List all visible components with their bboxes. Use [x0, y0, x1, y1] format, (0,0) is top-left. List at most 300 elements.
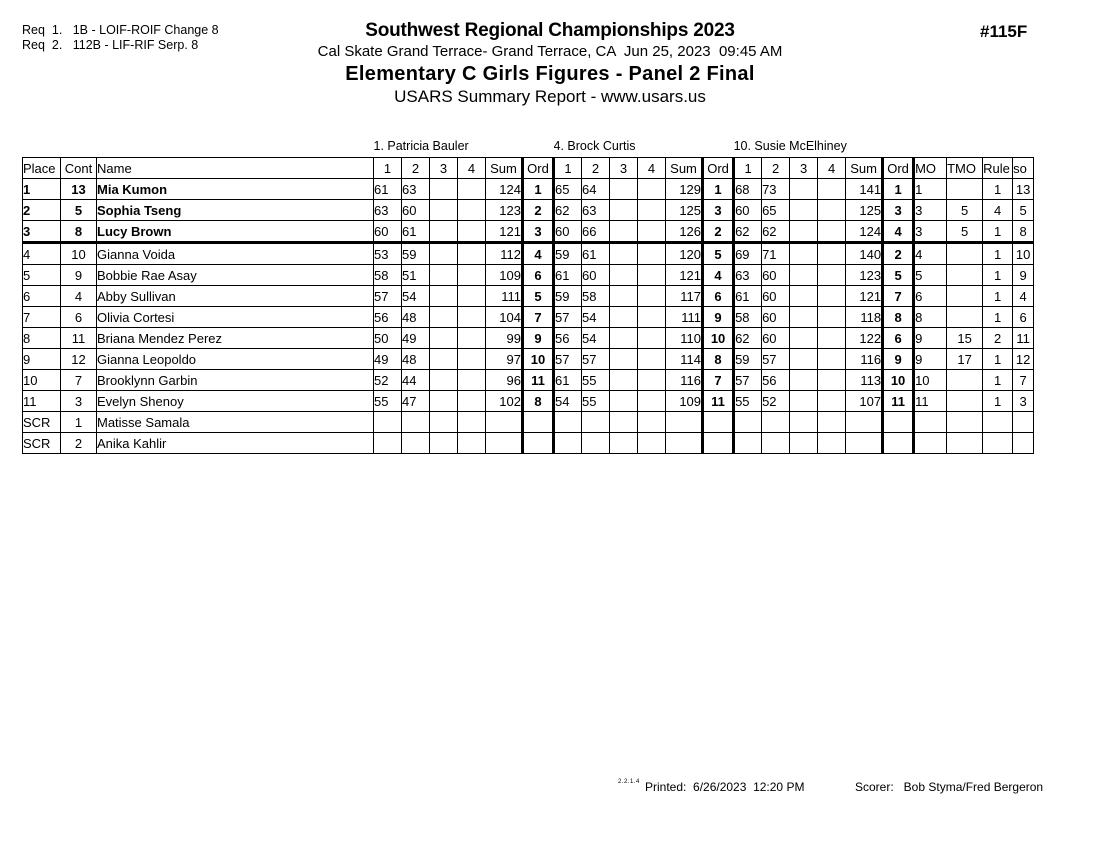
j3-score2-cell: 60 [762, 286, 790, 307]
j2-score1-cell: 59 [554, 286, 582, 307]
j3-score4-cell [818, 200, 846, 221]
total-majority-ordinal-cell [947, 179, 983, 200]
col-header-tmo: TMO [947, 158, 983, 179]
j2-score2-cell: 60 [582, 265, 610, 286]
j1-score1-cell: 57 [374, 286, 402, 307]
place-cell: 11 [23, 391, 61, 412]
j3-score2-cell: 56 [762, 370, 790, 391]
j3-score4-cell [818, 391, 846, 412]
majority-ordinal-cell: 3 [914, 221, 947, 243]
j3-score3-cell [790, 286, 818, 307]
j3-ordinal-cell: 1 [883, 179, 914, 200]
j3-score4-cell [818, 349, 846, 370]
j2-sum-cell [666, 412, 703, 433]
j2-score1-cell: 59 [554, 243, 582, 265]
j3-sum-cell: 113 [846, 370, 883, 391]
j3-score2-cell: 71 [762, 243, 790, 265]
j1-score4-cell [458, 243, 486, 265]
j1-score2-cell: 59 [402, 243, 430, 265]
j3-score1-cell [734, 412, 762, 433]
total-majority-ordinal-cell [947, 370, 983, 391]
j2-score1-cell: 65 [554, 179, 582, 200]
j3-score4-cell [818, 370, 846, 391]
j3-score2-cell: 60 [762, 328, 790, 349]
j2-score1-cell: 57 [554, 307, 582, 328]
j1-score4-cell [458, 200, 486, 221]
col-header-j3-s3: 3 [790, 158, 818, 179]
j2-score4-cell [638, 349, 666, 370]
total-majority-ordinal-cell: 15 [947, 328, 983, 349]
j2-sum-cell [666, 433, 703, 454]
majority-ordinal-cell [914, 412, 947, 433]
j2-score4-cell [638, 328, 666, 349]
j2-score4-cell [638, 243, 666, 265]
j2-score4-cell [638, 200, 666, 221]
j1-ordinal-cell: 11 [523, 370, 554, 391]
table-row [23, 328, 1034, 349]
j3-sum-cell: 116 [846, 349, 883, 370]
contestant-number-cell: 9 [61, 265, 97, 286]
j2-ordinal-cell: 9 [703, 307, 734, 328]
rule-cell: 1 [983, 370, 1013, 391]
j1-score4-cell [458, 370, 486, 391]
total-majority-ordinal-cell [947, 412, 983, 433]
j3-ordinal-cell: 7 [883, 286, 914, 307]
j1-score4-cell [458, 286, 486, 307]
j1-score1-cell: 53 [374, 243, 402, 265]
j3-score1-cell: 58 [734, 307, 762, 328]
col-header-j2-s1: 1 [554, 158, 582, 179]
j3-score2-cell: 62 [762, 221, 790, 243]
sum-ordinals-cell: 4 [1013, 286, 1034, 307]
j1-score2-cell: 49 [402, 328, 430, 349]
rule-cell: 4 [983, 200, 1013, 221]
j1-score1-cell: 56 [374, 307, 402, 328]
judge-header-1: 1. Patricia Bauler [373, 138, 469, 153]
j2-score2-cell: 55 [582, 370, 610, 391]
place-cell: 9 [23, 349, 61, 370]
j2-score2-cell: 63 [582, 200, 610, 221]
j2-sum-cell: 114 [666, 349, 703, 370]
col-header-rule: Rule [983, 158, 1013, 179]
table-row [23, 433, 1034, 454]
j1-score2-cell: 61 [402, 221, 430, 243]
rule-cell: 1 [983, 286, 1013, 307]
j1-score2-cell: 44 [402, 370, 430, 391]
j3-score2-cell: 60 [762, 307, 790, 328]
column-header-row [23, 158, 1034, 179]
j1-sum-cell: 109 [486, 265, 523, 286]
table-row [23, 179, 1034, 200]
j3-score3-cell [790, 433, 818, 454]
j1-score1-cell: 58 [374, 265, 402, 286]
j2-score1-cell: 54 [554, 391, 582, 412]
j3-sum-cell: 125 [846, 200, 883, 221]
j3-sum-cell: 122 [846, 328, 883, 349]
j1-score1-cell: 55 [374, 391, 402, 412]
j1-ordinal-cell: 2 [523, 200, 554, 221]
majority-ordinal-cell: 9 [914, 328, 947, 349]
j2-sum-cell: 121 [666, 265, 703, 286]
j2-sum-cell: 110 [666, 328, 703, 349]
j3-score1-cell: 62 [734, 328, 762, 349]
place-cell: SCR [23, 412, 61, 433]
j1-score1-cell: 49 [374, 349, 402, 370]
j2-sum-cell: 125 [666, 200, 703, 221]
sum-ordinals-cell: 6 [1013, 307, 1034, 328]
rule-cell: 1 [983, 391, 1013, 412]
j3-score3-cell [790, 328, 818, 349]
j1-score3-cell [430, 349, 458, 370]
j2-ordinal-cell: 8 [703, 349, 734, 370]
table-row [23, 307, 1034, 328]
sum-ordinals-cell: 3 [1013, 391, 1034, 412]
j2-ordinal-cell: 2 [703, 221, 734, 243]
j3-score4-cell [818, 412, 846, 433]
j3-score1-cell: 61 [734, 286, 762, 307]
j3-sum-cell [846, 433, 883, 454]
j2-ordinal-cell [703, 412, 734, 433]
j2-score3-cell [610, 221, 638, 243]
j1-sum-cell [486, 412, 523, 433]
j3-score3-cell [790, 221, 818, 243]
col-header-j1-sum: Sum [486, 158, 523, 179]
col-header-j3-sum: Sum [846, 158, 883, 179]
j1-score4-cell [458, 221, 486, 243]
judge-header-2: 4. Brock Curtis [553, 138, 636, 153]
col-header-j2-sum: Sum [666, 158, 703, 179]
j1-score3-cell [430, 433, 458, 454]
majority-ordinal-cell: 6 [914, 286, 947, 307]
j2-score3-cell [610, 243, 638, 265]
place-cell: 8 [23, 328, 61, 349]
j2-score4-cell [638, 370, 666, 391]
j3-ordinal-cell: 10 [883, 370, 914, 391]
j2-score1-cell: 56 [554, 328, 582, 349]
j2-sum-cell: 129 [666, 179, 703, 200]
software-version: 2.2.1.4 [618, 779, 640, 785]
rule-cell: 2 [983, 328, 1013, 349]
j2-ordinal-cell: 3 [703, 200, 734, 221]
j3-ordinal-cell: 4 [883, 221, 914, 243]
col-header-so: so [1013, 158, 1034, 179]
j1-sum-cell: 123 [486, 200, 523, 221]
j2-score2-cell [582, 433, 610, 454]
j3-sum-cell: 107 [846, 391, 883, 412]
j1-score1-cell: 52 [374, 370, 402, 391]
j2-score2-cell: 64 [582, 179, 610, 200]
j3-sum-cell [846, 412, 883, 433]
j2-score2-cell: 66 [582, 221, 610, 243]
j2-score3-cell [610, 412, 638, 433]
j1-score2-cell: 48 [402, 307, 430, 328]
j3-score4-cell [818, 433, 846, 454]
table-row [23, 370, 1034, 391]
j3-score4-cell [818, 221, 846, 243]
skater-name-cell: Mia Kumon [97, 179, 374, 200]
j2-score3-cell [610, 349, 638, 370]
contestant-number-cell: 1 [61, 412, 97, 433]
venue-date-line: Cal Skate Grand Terrace- Grand Terrace, CA Jun 25, 2023 09:45 AM [317, 43, 783, 60]
j1-score3-cell [430, 243, 458, 265]
j2-score3-cell [610, 179, 638, 200]
j1-ordinal-cell: 1 [523, 179, 554, 200]
j1-sum-cell: 121 [486, 221, 523, 243]
j2-ordinal-cell: 1 [703, 179, 734, 200]
j1-score1-cell: 60 [374, 221, 402, 243]
j2-sum-cell: 117 [666, 286, 703, 307]
j3-score3-cell [790, 243, 818, 265]
j2-score4-cell [638, 179, 666, 200]
contestant-number-cell: 4 [61, 286, 97, 307]
contestant-number-cell: 10 [61, 243, 97, 265]
results-table-body [23, 135, 1034, 454]
results-table [22, 135, 1034, 454]
j2-score3-cell [610, 307, 638, 328]
report-header [0, 20, 1100, 108]
j2-score2-cell: 58 [582, 286, 610, 307]
j3-ordinal-cell: 6 [883, 328, 914, 349]
col-header-j3-s2: 2 [762, 158, 790, 179]
j1-sum-cell: 99 [486, 328, 523, 349]
total-majority-ordinal-cell [947, 391, 983, 412]
col-header-place: Place [23, 158, 61, 179]
j3-sum-cell: 123 [846, 265, 883, 286]
j1-score2-cell: 51 [402, 265, 430, 286]
j1-sum-cell: 112 [486, 243, 523, 265]
j1-score1-cell: 61 [374, 179, 402, 200]
j2-score4-cell [638, 265, 666, 286]
j2-ordinal-cell: 6 [703, 286, 734, 307]
rule-cell: 1 [983, 221, 1013, 243]
rule-cell: 1 [983, 179, 1013, 200]
j1-score2-cell: 54 [402, 286, 430, 307]
j3-score3-cell [790, 200, 818, 221]
j1-score2-cell: 60 [402, 200, 430, 221]
j2-score3-cell [610, 433, 638, 454]
col-header-mo: MO [914, 158, 947, 179]
table-row [23, 412, 1034, 433]
j1-score2-cell: 47 [402, 391, 430, 412]
sum-ordinals-cell: 7 [1013, 370, 1034, 391]
j1-ordinal-cell: 4 [523, 243, 554, 265]
total-majority-ordinal-cell: 17 [947, 349, 983, 370]
j1-score1-cell [374, 433, 402, 454]
col-header-j2-ord: Ord [703, 158, 734, 179]
j3-sum-cell: 140 [846, 243, 883, 265]
j1-ordinal-cell: 5 [523, 286, 554, 307]
judge-header-row [23, 135, 1034, 158]
j3-ordinal-cell: 3 [883, 200, 914, 221]
majority-ordinal-cell: 5 [914, 265, 947, 286]
rule-cell [983, 412, 1013, 433]
j3-ordinal-cell: 5 [883, 265, 914, 286]
j1-sum-cell [486, 433, 523, 454]
j3-ordinal-cell: 8 [883, 307, 914, 328]
skater-name-cell: Sophia Tseng [97, 200, 374, 221]
j1-score3-cell [430, 412, 458, 433]
j1-score3-cell [430, 179, 458, 200]
j2-score1-cell: 61 [554, 370, 582, 391]
place-cell: 5 [23, 265, 61, 286]
total-majority-ordinal-cell: 5 [947, 221, 983, 243]
j3-score2-cell: 57 [762, 349, 790, 370]
contestant-number-cell: 7 [61, 370, 97, 391]
j1-ordinal-cell: 3 [523, 221, 554, 243]
j2-sum-cell: 126 [666, 221, 703, 243]
j1-score1-cell: 50 [374, 328, 402, 349]
skater-name-cell: Evelyn Shenoy [97, 391, 374, 412]
j3-score1-cell: 59 [734, 349, 762, 370]
j1-score2-cell: 63 [402, 179, 430, 200]
j2-score4-cell [638, 391, 666, 412]
j2-score4-cell [638, 221, 666, 243]
col-header-j2-s2: 2 [582, 158, 610, 179]
skater-name-cell: Gianna Voida [97, 243, 374, 265]
j3-score1-cell: 60 [734, 200, 762, 221]
j2-sum-cell: 116 [666, 370, 703, 391]
sum-ordinals-cell: 11 [1013, 328, 1034, 349]
j1-score4-cell [458, 433, 486, 454]
j2-score2-cell: 54 [582, 307, 610, 328]
rule-cell [983, 433, 1013, 454]
skater-name-cell: Lucy Brown [97, 221, 374, 243]
j1-score3-cell [430, 328, 458, 349]
j1-score1-cell: 63 [374, 200, 402, 221]
j1-ordinal-cell: 10 [523, 349, 554, 370]
j3-ordinal-cell: 11 [883, 391, 914, 412]
j1-sum-cell: 96 [486, 370, 523, 391]
j2-score2-cell: 61 [582, 243, 610, 265]
sum-ordinals-cell: 10 [1013, 243, 1034, 265]
j2-score3-cell [610, 200, 638, 221]
j1-sum-cell: 104 [486, 307, 523, 328]
competition-title: Southwest Regional Championships 2023 [365, 20, 735, 41]
j3-score1-cell: 55 [734, 391, 762, 412]
j1-score3-cell [430, 370, 458, 391]
j3-score3-cell [790, 179, 818, 200]
j1-ordinal-cell: 9 [523, 328, 554, 349]
skater-name-cell: Bobbie Rae Asay [97, 265, 374, 286]
j2-score2-cell: 57 [582, 349, 610, 370]
majority-ordinal-cell: 4 [914, 243, 947, 265]
col-header-j1-s1: 1 [374, 158, 402, 179]
j1-score3-cell [430, 391, 458, 412]
j3-score2-cell: 52 [762, 391, 790, 412]
col-header-j2-s4: 4 [638, 158, 666, 179]
j2-ordinal-cell: 5 [703, 243, 734, 265]
j2-score4-cell [638, 307, 666, 328]
j1-score3-cell [430, 265, 458, 286]
place-cell: 1 [23, 179, 61, 200]
j3-sum-cell: 141 [846, 179, 883, 200]
j2-score2-cell: 55 [582, 391, 610, 412]
sum-ordinals-cell: 5 [1013, 200, 1034, 221]
j3-sum-cell: 121 [846, 286, 883, 307]
majority-ordinal-cell: 8 [914, 307, 947, 328]
skater-name-cell: Abby Sullivan [97, 286, 374, 307]
rule-cell: 1 [983, 307, 1013, 328]
col-header-j1-s2: 2 [402, 158, 430, 179]
j2-ordinal-cell [703, 433, 734, 454]
j2-score4-cell [638, 286, 666, 307]
j3-ordinal-cell: 2 [883, 243, 914, 265]
rule-cell: 1 [983, 265, 1013, 286]
total-majority-ordinal-cell [947, 286, 983, 307]
col-header-j1-ord: Ord [523, 158, 554, 179]
sum-ordinals-cell: 12 [1013, 349, 1034, 370]
j2-score1-cell: 60 [554, 221, 582, 243]
event-number: #115F [980, 22, 1028, 41]
skater-name-cell: Olivia Cortesi [97, 307, 374, 328]
j1-score3-cell [430, 307, 458, 328]
j3-score4-cell [818, 307, 846, 328]
total-majority-ordinal-cell [947, 243, 983, 265]
table-row [23, 265, 1034, 286]
j1-ordinal-cell [523, 412, 554, 433]
table-row [23, 221, 1034, 243]
j3-score2-cell: 65 [762, 200, 790, 221]
req-line-1: Req 1. 1B - LOIF-ROIF Change 8 [22, 23, 219, 37]
j2-score4-cell [638, 412, 666, 433]
place-cell: 4 [23, 243, 61, 265]
j2-score3-cell [610, 328, 638, 349]
col-header-name: Name [97, 158, 374, 179]
majority-ordinal-cell [914, 433, 947, 454]
j2-ordinal-cell: 10 [703, 328, 734, 349]
col-header-j2-s3: 3 [610, 158, 638, 179]
j2-score3-cell [610, 370, 638, 391]
j3-score3-cell [790, 370, 818, 391]
contestant-number-cell: 2 [61, 433, 97, 454]
majority-ordinal-cell: 3 [914, 200, 947, 221]
sum-ordinals-cell: 8 [1013, 221, 1034, 243]
j1-ordinal-cell: 6 [523, 265, 554, 286]
table-row [23, 243, 1034, 265]
j1-score3-cell [430, 200, 458, 221]
j3-score4-cell [818, 328, 846, 349]
table-row [23, 200, 1034, 221]
j1-score4-cell [458, 307, 486, 328]
j1-score1-cell [374, 412, 402, 433]
contestant-number-cell: 11 [61, 328, 97, 349]
place-cell: 6 [23, 286, 61, 307]
j2-score1-cell: 57 [554, 349, 582, 370]
total-majority-ordinal-cell: 5 [947, 200, 983, 221]
j3-score1-cell: 68 [734, 179, 762, 200]
j3-score1-cell [734, 433, 762, 454]
skater-name-cell: Briana Mendez Perez [97, 328, 374, 349]
contestant-number-cell: 8 [61, 221, 97, 243]
j3-score1-cell: 69 [734, 243, 762, 265]
j3-score3-cell [790, 412, 818, 433]
j3-score2-cell [762, 433, 790, 454]
j3-score1-cell: 63 [734, 265, 762, 286]
place-cell: SCR [23, 433, 61, 454]
j3-score3-cell [790, 391, 818, 412]
contestant-number-cell: 12 [61, 349, 97, 370]
majority-ordinal-cell: 9 [914, 349, 947, 370]
j1-score2-cell [402, 433, 430, 454]
j3-ordinal-cell [883, 433, 914, 454]
sum-ordinals-cell [1013, 433, 1034, 454]
rule-cell: 1 [983, 349, 1013, 370]
j2-sum-cell: 109 [666, 391, 703, 412]
contestant-number-cell: 5 [61, 200, 97, 221]
place-cell: 7 [23, 307, 61, 328]
j3-score2-cell: 73 [762, 179, 790, 200]
j2-score1-cell: 62 [554, 200, 582, 221]
